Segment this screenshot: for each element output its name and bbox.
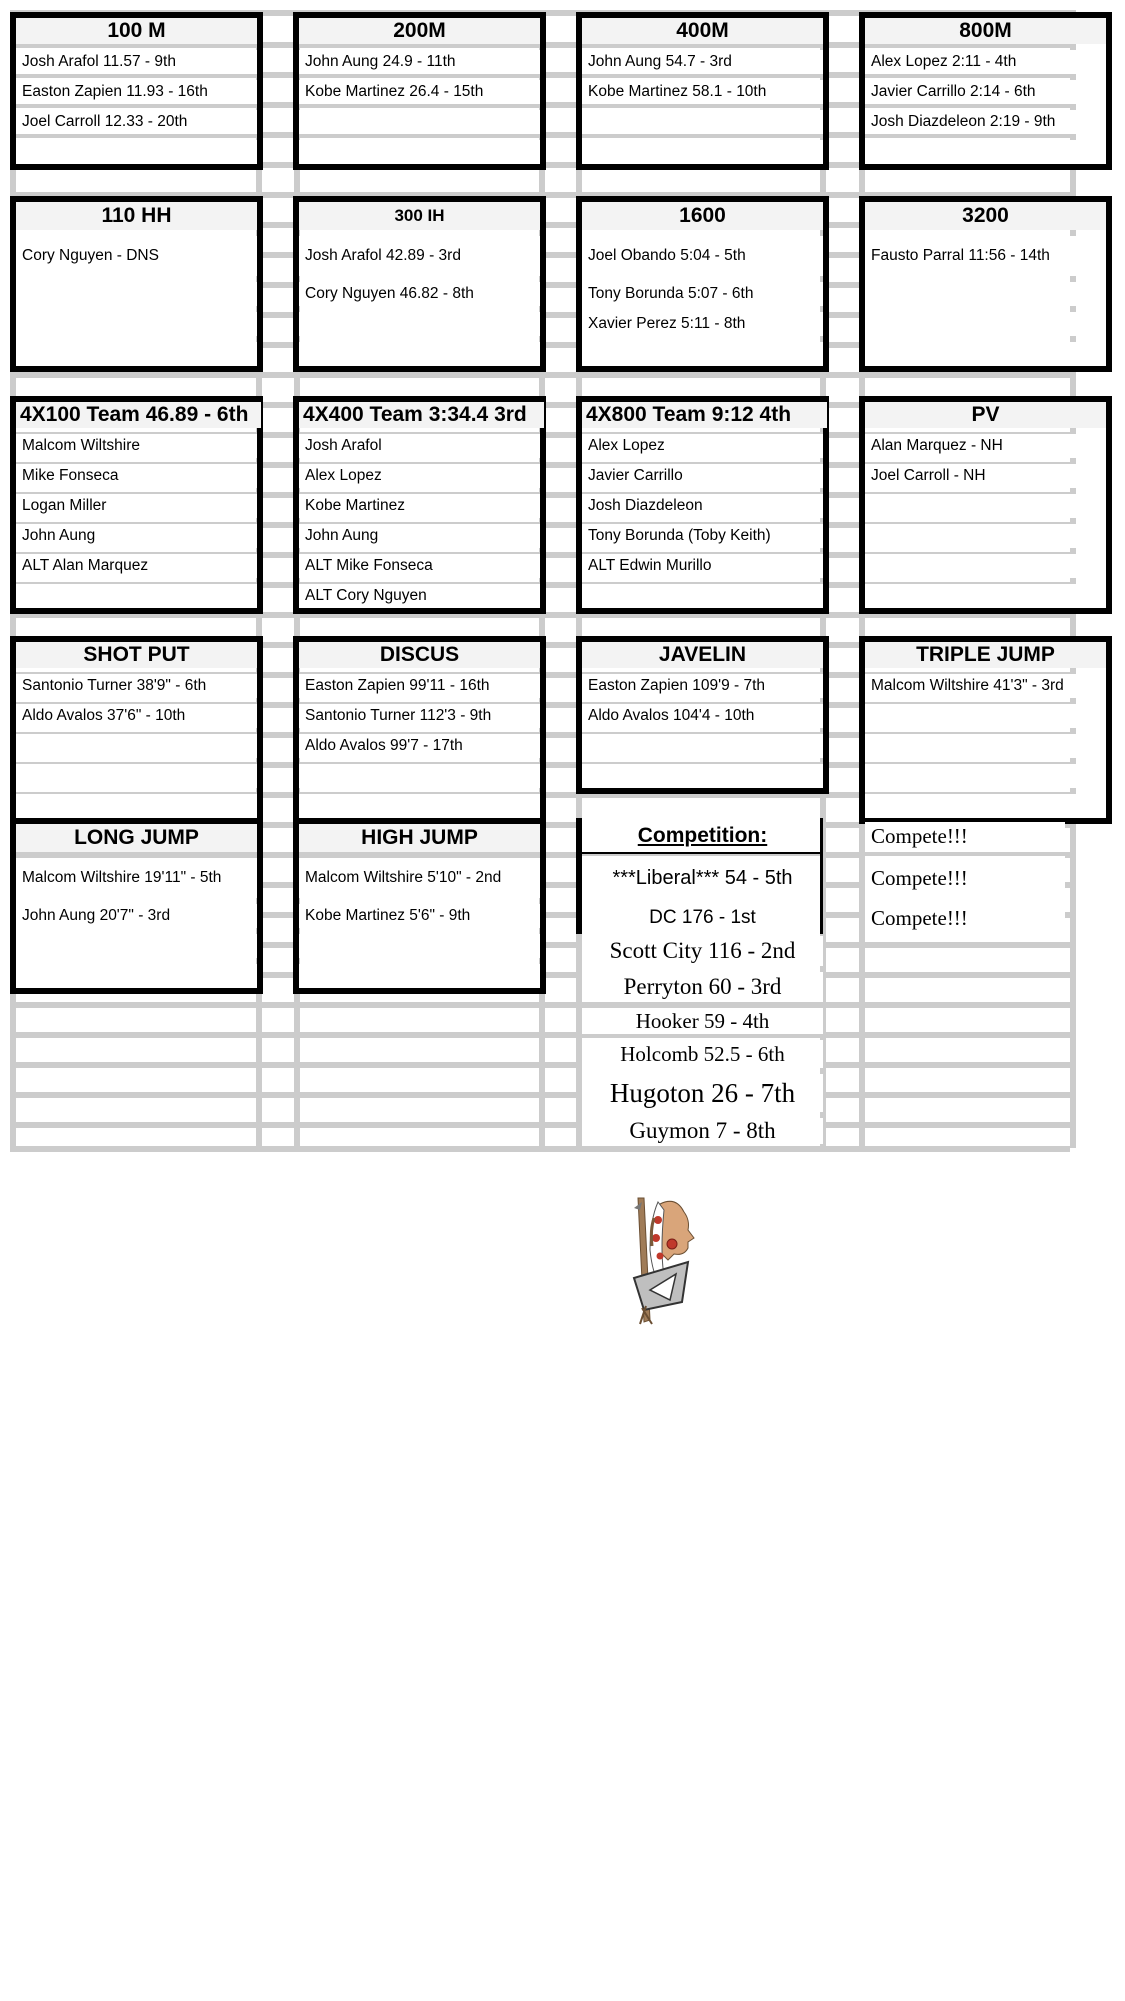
result-row-pv [865, 524, 1106, 548]
result-row-pv [865, 494, 1106, 518]
result-row-m3200 [865, 282, 1106, 306]
result-row-ih300 [299, 312, 540, 336]
result-row-m400 [582, 110, 823, 134]
compete-cell: Compete!!! [865, 822, 1065, 850]
event-title-high: HIGH JUMP [299, 824, 540, 852]
result-row-r4x100: John Aung [16, 524, 257, 548]
result-row-hh110: Cory Nguyen - DNS [16, 236, 257, 276]
result-row-m1600: Xavier Perez 5:11 - 8th [582, 312, 823, 336]
competition-border [576, 818, 582, 934]
result-row-r4x400: ALT Mike Fonseca [299, 554, 540, 578]
result-row-shot: Santonio Turner 38'9" - 6th [16, 674, 257, 698]
result-row-javelin: Easton Zapien 109'9 - 7th [582, 674, 823, 698]
competition-result: DC 176 - 1st [582, 906, 823, 930]
result-row-shot [16, 794, 257, 818]
event-title-m800: 800M [865, 18, 1106, 44]
result-row-javelin [582, 734, 823, 758]
competition-result: Holcomb 52.5 - 6th [582, 1040, 823, 1068]
result-row-javelin [582, 764, 823, 788]
event-title-pv: PV [865, 402, 1106, 428]
event-title-long: LONG JUMP [16, 824, 257, 852]
result-row-m200 [299, 140, 540, 164]
result-row-pv [865, 584, 1106, 608]
competition-result: Guymon 7 - 8th [582, 1118, 823, 1144]
competition-border [820, 818, 823, 934]
result-row-triple [865, 794, 1106, 818]
result-row-hh110 [16, 342, 257, 366]
competition-border [582, 852, 823, 854]
result-row-r4x100: ALT Alan Marquez [16, 554, 257, 578]
compete-cell: Compete!!! [865, 856, 1065, 900]
result-row-discus: Aldo Avalos 99'7 - 17th [299, 734, 540, 758]
result-row-high: Kobe Martinez 5'6" - 9th [299, 904, 540, 928]
event-title-shot: SHOT PUT [16, 642, 257, 668]
result-row-m800 [865, 140, 1106, 164]
result-row-high [299, 934, 540, 958]
event-title-r4x400: 4X400 Team 3:34.4 3rd [299, 402, 544, 428]
result-row-m3200: Fausto Parral 11:56 - 14th [865, 236, 1106, 276]
result-row-long [16, 964, 257, 988]
event-title-r4x800: 4X800 Team 9:12 4th [582, 402, 827, 428]
result-row-r4x100: Malcom Wiltshire [16, 434, 257, 458]
result-row-long [16, 934, 257, 958]
result-row-hh110 [16, 312, 257, 336]
result-row-r4x100: Mike Fonseca [16, 464, 257, 488]
result-row-r4x100: Logan Miller [16, 494, 257, 518]
result-row-triple [865, 704, 1106, 728]
result-row-r4x400: Josh Arafol [299, 434, 540, 458]
result-row-r4x400: John Aung [299, 524, 540, 548]
result-row-high [299, 964, 540, 988]
result-row-pv [865, 554, 1106, 578]
result-row-m400: Kobe Martinez 58.1 - 10th [582, 80, 823, 104]
result-row-m100 [16, 140, 257, 164]
result-row-ih300: Cory Nguyen 46.82 - 8th [299, 282, 540, 306]
result-row-m800: Alex Lopez 2:11 - 4th [865, 50, 1106, 74]
mascot-logo-icon [620, 1190, 702, 1325]
event-title-m1600: 1600 [582, 202, 823, 230]
result-row-m1600: Joel Obando 5:04 - 5th [582, 236, 823, 276]
competition-title: Competition: [582, 822, 823, 850]
result-row-m400 [582, 140, 823, 164]
result-row-r4x800: Josh Diazdeleon [582, 494, 823, 518]
event-title-m200: 200M [299, 18, 540, 44]
event-title-triple: TRIPLE JUMP [865, 642, 1106, 668]
result-row-m1600 [582, 342, 823, 366]
result-row-m3200 [865, 312, 1106, 336]
result-row-shot [16, 764, 257, 788]
result-row-r4x100 [16, 584, 257, 608]
result-row-discus [299, 764, 540, 788]
competition-result: ***Liberal*** 54 - 5th [582, 856, 823, 900]
event-title-m100: 100 M [16, 18, 257, 44]
event-title-discus: DISCUS [299, 642, 540, 668]
result-row-r4x400: ALT Cory Nguyen [299, 584, 540, 608]
result-row-m3200 [865, 342, 1106, 366]
event-title-m3200: 3200 [865, 202, 1106, 230]
result-row-pv: Alan Marquez - NH [865, 434, 1106, 458]
result-row-triple [865, 764, 1106, 788]
result-row-r4x800: Alex Lopez [582, 434, 823, 458]
result-row-high: Malcom Wiltshire 5'10" - 2nd [299, 858, 540, 898]
result-row-m800: Javier Carrillo 2:14 - 6th [865, 80, 1106, 104]
result-row-r4x800: Tony Borunda (Toby Keith) [582, 524, 823, 548]
result-row-r4x800: Javier Carrillo [582, 464, 823, 488]
event-title-javelin: JAVELIN [582, 642, 823, 668]
compete-cell: Compete!!! [865, 906, 1065, 930]
result-row-r4x800 [582, 584, 823, 608]
result-row-discus: Santonio Turner 112'3 - 9th [299, 704, 540, 728]
result-row-hh110 [16, 282, 257, 306]
result-row-m1600: Tony Borunda 5:07 - 6th [582, 282, 823, 306]
event-title-m400: 400M [582, 18, 823, 44]
result-row-long: John Aung 20'7" - 3rd [16, 904, 257, 928]
result-row-long: Malcom Wiltshire 19'11" - 5th [16, 858, 257, 898]
result-row-triple [865, 734, 1106, 758]
result-row-m100: Josh Arafol 11.57 - 9th [16, 50, 257, 74]
result-row-m800: Josh Diazdeleon 2:19 - 9th [865, 110, 1106, 134]
result-row-shot: Aldo Avalos 37'6" - 10th [16, 704, 257, 728]
competition-result: Perryton 60 - 3rd [582, 972, 823, 1002]
result-row-discus: Easton Zapien 99'11 - 16th [299, 674, 540, 698]
result-row-m100: Joel Carroll 12.33 - 20th [16, 110, 257, 134]
result-row-pv: Joel Carroll - NH [865, 464, 1106, 488]
result-row-m200: Kobe Martinez 26.4 - 15th [299, 80, 540, 104]
result-row-r4x400: Alex Lopez [299, 464, 540, 488]
competition-result: Scott City 116 - 2nd [582, 936, 823, 966]
result-row-r4x400: Kobe Martinez [299, 494, 540, 518]
result-row-javelin: Aldo Avalos 104'4 - 10th [582, 704, 823, 728]
result-row-shot [16, 734, 257, 758]
result-row-m400: John Aung 54.7 - 3rd [582, 50, 823, 74]
result-row-m200 [299, 110, 540, 134]
competition-result: Hooker 59 - 4th [582, 1008, 823, 1034]
result-row-r4x800: ALT Edwin Murillo [582, 554, 823, 578]
result-row-m200: John Aung 24.9 - 11th [299, 50, 540, 74]
result-row-m100: Easton Zapien 11.93 - 16th [16, 80, 257, 104]
result-row-ih300: Josh Arafol 42.89 - 3rd [299, 236, 540, 276]
event-title-ih300: 300 IH [299, 202, 540, 230]
event-title-hh110: 110 HH [16, 202, 257, 230]
competition-result: Hugoton 26 - 7th [582, 1074, 823, 1112]
event-title-r4x100: 4X100 Team 46.89 - 6th [16, 402, 261, 428]
result-row-triple: Malcom Wiltshire 41'3" - 3rd [865, 674, 1106, 698]
result-row-discus [299, 794, 540, 818]
result-row-ih300 [299, 342, 540, 366]
